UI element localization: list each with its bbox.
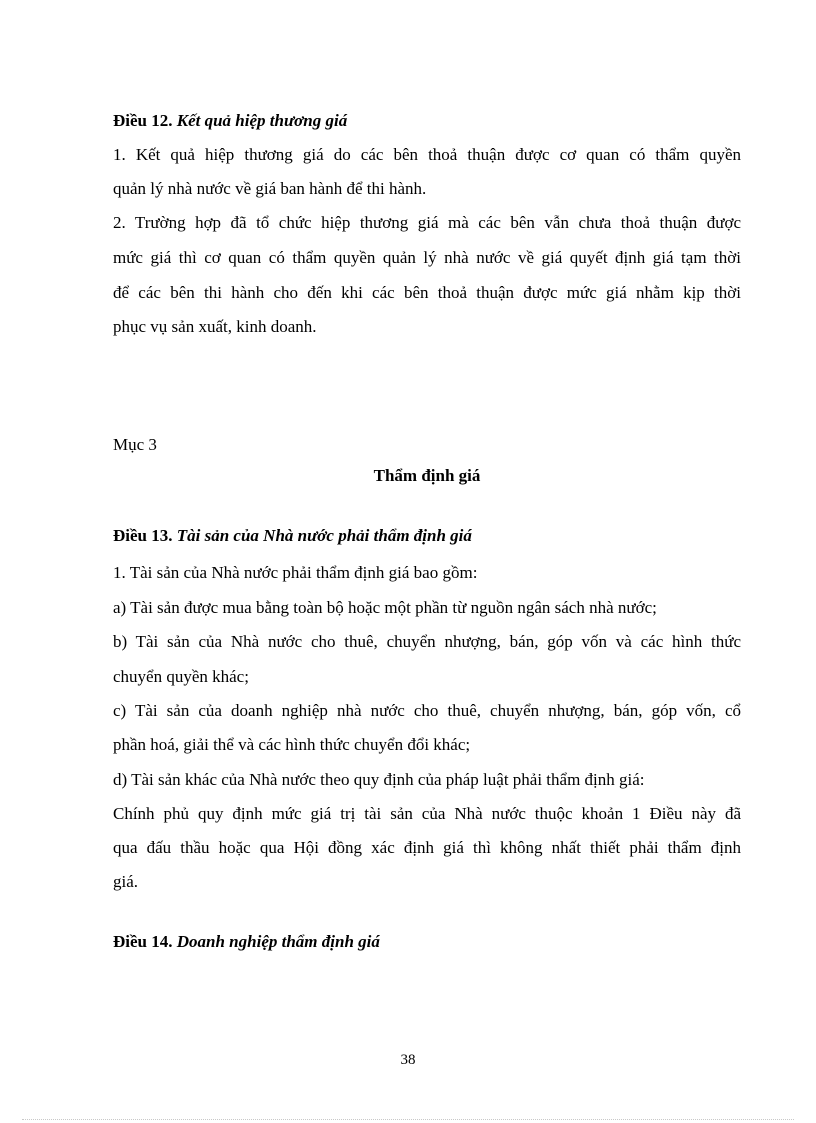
article-13-note-line1: Chính phủ quy định mức giá trị tài sản của Nhà nước thuộc khoản 1 Điều này đã bbox=[113, 804, 741, 823]
article-13-heading bbox=[113, 522, 741, 550]
article-12-p1-line2: quản lý nhà nước về giá ban hành để thi hành. bbox=[113, 179, 427, 198]
section-3-label: Mục 3 bbox=[113, 435, 157, 454]
article-14-label: Điều 14. bbox=[113, 932, 173, 951]
article-12-p2-line2: mức giá thì cơ quan có thẩm quyền quản lý nhà nước về giá quyết định giá tạm thời bbox=[113, 248, 741, 267]
article-13-label: Điều 13. bbox=[113, 526, 173, 545]
article-13-title: Tài sản của Nhà nước phải thẩm định giá bbox=[176, 526, 472, 545]
page-bottom-divider bbox=[22, 1119, 794, 1120]
article-12-label: Điều 12. bbox=[113, 111, 173, 130]
page-number: 38 bbox=[400, 1052, 416, 1068]
article-13-item-a: a) Tài sản được mua bằng toàn bộ hoặc một phần từ nguồn ngân sách nhà nước; bbox=[113, 598, 657, 617]
article-13-item-c-line2: phần hoá, giải thể và các hình thức chuyển đổi khác; bbox=[113, 735, 471, 754]
article-13-note-line2: qua đấu thầu hoặc qua Hội đồng xác định giá thì không nhất thiết phải thẩm định bbox=[113, 838, 741, 857]
article-13-note-line3: giá. bbox=[113, 872, 139, 891]
article-12-title: Kết quả hiệp thương giá bbox=[176, 111, 348, 130]
article-12-p2-line1: 2. Trường hợp đã tổ chức hiệp thương giá mà các bên vẫn chưa thoả thuận được bbox=[113, 213, 741, 232]
article-14-title: Doanh nghiệp thẩm định giá bbox=[176, 932, 380, 951]
article-13-p1: 1. Tài sản của Nhà nước phải thẩm định giá bao gồm: bbox=[113, 563, 478, 582]
article-12-p2-line4: phục vụ sản xuất, kinh doanh. bbox=[113, 317, 317, 336]
article-13-item-b-line2: chuyển quyền khác; bbox=[113, 667, 249, 686]
article-13-item-c-line1: c) Tài sản của doanh nghiệp nhà nước cho thuê, chuyển nhượng, bán, góp vốn, cổ bbox=[113, 701, 741, 720]
article-12-heading bbox=[113, 107, 741, 135]
article-13-item-d: d) Tài sản khác của Nhà nước theo quy định của pháp luật phải thẩm định giá: bbox=[113, 770, 645, 789]
article-13-item-b-line1: b) Tài sản của Nhà nước cho thuê, chuyển nhượng, bán, góp vốn và các hình thức bbox=[113, 632, 741, 651]
article-14-heading bbox=[113, 928, 741, 956]
article-12-p1-line1: 1. Kết quả hiệp thương giá do các bên thoả thuận được cơ quan có thẩm quyền bbox=[113, 145, 741, 164]
section-3-title: Thẩm định giá bbox=[373, 466, 481, 485]
article-12-p2-line3: để các bên thi hành cho đến khi các bên thoả thuận được mức giá nhằm kịp thời bbox=[113, 283, 741, 302]
